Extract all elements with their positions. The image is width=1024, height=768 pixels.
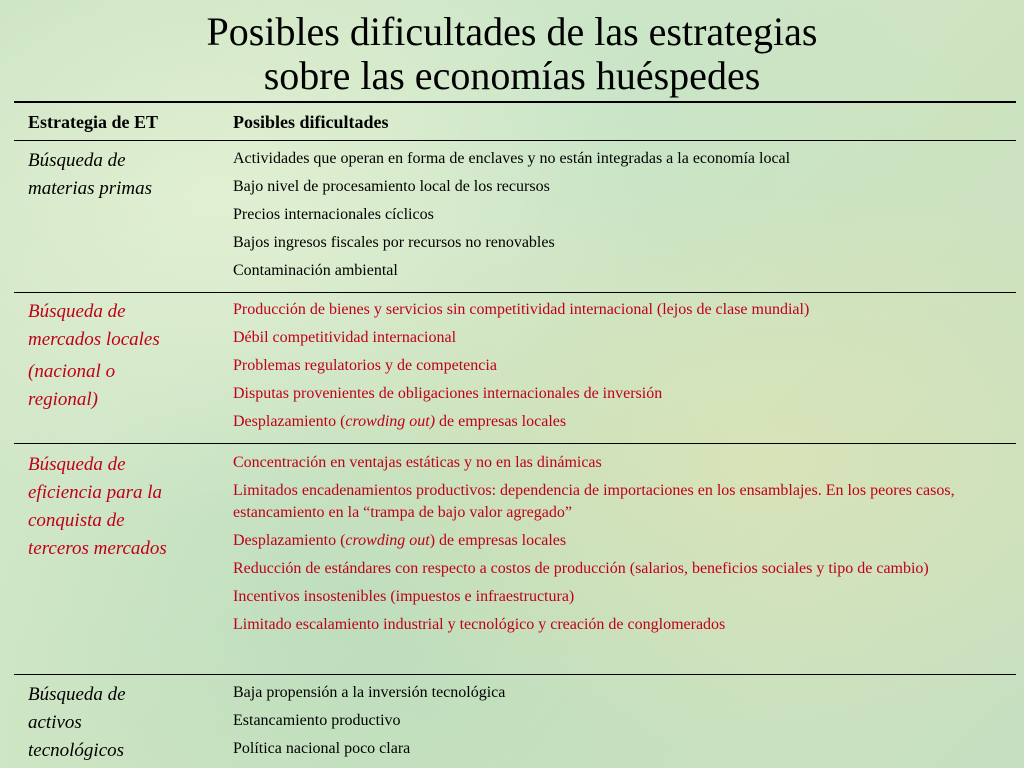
list-item: Reducción de estándares con respecto a costos de producción (salarios, beneficios sociales y tipo de cambio) (233, 560, 929, 577)
difficulties-eficiencia (233, 452, 1003, 642)
list-item: Disputas provenientes de obligaciones internacionales de inversión (233, 385, 663, 402)
list-item: Incentivos insostenibles (impuestos e infraestructura) (233, 588, 575, 605)
strategy-line: materias primas (28, 178, 153, 199)
row-divider (14, 443, 1016, 444)
list-item: Débil competitividad internacional (233, 329, 457, 346)
list-item: Bajos ingresos fiscales por recursos no renovables (233, 234, 555, 251)
header-bottom-rule (14, 140, 1016, 141)
list-item: Baja propensión a la inversión tecnológica (233, 684, 506, 701)
strategy-line: Búsqueda de (28, 684, 126, 705)
text-run-italic: crowding out (345, 532, 430, 549)
strategy-eficiencia (28, 451, 213, 563)
strategy-line: Búsqueda de (28, 454, 126, 475)
list-item: Política nacional poco clara (233, 740, 411, 757)
strategy-activos-tecnologicos (28, 681, 213, 765)
table-top-rule (14, 101, 1016, 103)
text-run: Desplazamiento ( (233, 532, 346, 549)
strategy-mercados-locales (28, 298, 213, 414)
strategy-line: regional) (28, 389, 99, 410)
text-run-italic: crowding out) (345, 413, 436, 430)
strategy-line: eficiencia para la (28, 482, 163, 503)
strategy-line: conquista de (28, 510, 125, 531)
strategy-line: mercados locales (28, 329, 160, 350)
list-item (233, 411, 1003, 433)
list-item (233, 530, 1003, 552)
strategy-line: (nacional o (28, 361, 116, 382)
difficulties-mercados-locales (233, 299, 1003, 439)
list-item: Concentración en ventajas estáticas y no en las dinámicas (233, 454, 602, 471)
list-item: Problemas regulatorios y de competencia (233, 357, 497, 374)
list-item: Producción de bienes y servicios sin competitividad internacional (lejos de clase mundial) (233, 301, 810, 318)
list-item: Limitado escalamiento industrial y tecnológico y creación de conglomerados (233, 616, 726, 633)
list-item: Contaminación ambiental (233, 262, 398, 279)
strategy-line: tecnológicos (28, 740, 125, 761)
title-line-2: sobre las economías huéspedes (263, 53, 761, 98)
text-run: ) de empresas locales (429, 532, 567, 549)
header-strategy: Estrategia de ET (28, 112, 158, 132)
list-item: Estancamiento productivo (233, 712, 401, 729)
difficulties-materias-primas (233, 148, 1003, 288)
strategy-line: Búsqueda de (28, 150, 126, 171)
list-item: Bajo nivel de procesamiento local de los recursos (233, 178, 550, 195)
row-divider (14, 292, 1016, 293)
strategy-line: activos (28, 712, 82, 733)
strategy-line: Búsqueda de (28, 301, 126, 322)
text-run: Desplazamiento ( (233, 413, 346, 430)
list-item: Precios internacionales cíclicos (233, 206, 434, 223)
list-item: Limitados encadenamientos productivos: dependencia de importaciones en los ensamblajes. En los peores casos, estancamiento en la “trampa de bajo valor agregado” (233, 482, 955, 521)
difficulties-activos-tecnologicos (233, 682, 1003, 766)
header-difficulties: Posibles dificultades (233, 112, 389, 132)
strategy-materias-primas (28, 147, 213, 203)
text-run: de empresas locales (435, 413, 567, 430)
list-item: Actividades que operan en forma de enclaves y no están integradas a la economía local (233, 150, 791, 167)
strategy-line: terceros mercados (28, 538, 167, 559)
row-divider (14, 674, 1016, 675)
page-title (0, 10, 1024, 98)
title-line-1: Posibles dificultades de las estrategias (206, 9, 818, 54)
